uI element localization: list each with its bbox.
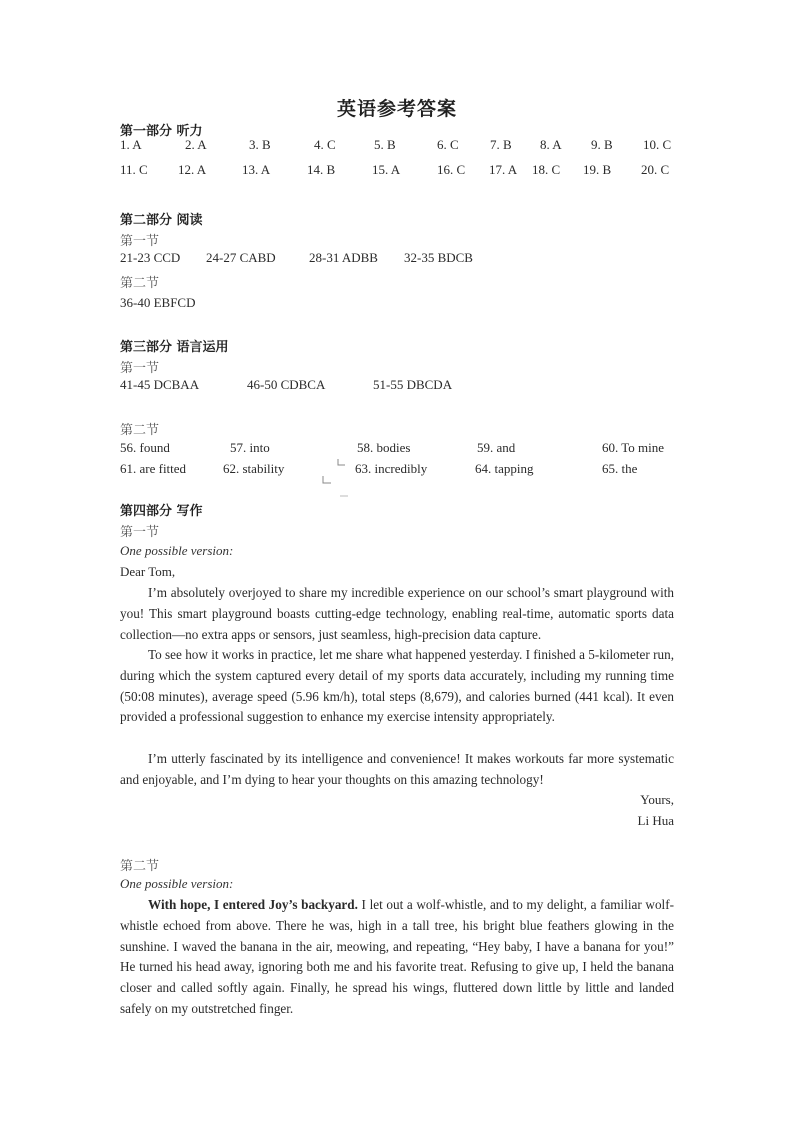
- part4-heading: 第四部分 写作: [120, 504, 203, 519]
- answer-item: 16. C: [437, 162, 466, 177]
- answer-item: 57. into: [230, 440, 270, 455]
- part3-section1-label: 第一节: [120, 361, 160, 376]
- letter-paragraph-3: I’m utterly fascinated by its intelligence and convenience! It makes workouts far more systematic and enjoyable, and I’m dying to hear your thoughts on this amazing technology!: [120, 751, 674, 787]
- answer-item: 5. B: [374, 137, 396, 152]
- answer-item: 7. B: [490, 137, 512, 152]
- answer-item: 12. A: [178, 162, 207, 177]
- answer-item: 8. A: [540, 137, 562, 152]
- answer-item: 65. the: [602, 461, 638, 476]
- answer-item: 15. A: [372, 162, 401, 177]
- part2-section2-label: 第二节: [120, 276, 160, 291]
- answer-group: 36-40 EBFCD: [120, 295, 196, 310]
- answer-item: 19. B: [583, 162, 612, 177]
- part2-section1-label: 第一节: [120, 234, 160, 249]
- answer-group: 32-35 BDCB: [404, 250, 473, 265]
- answer-item: 1. A: [120, 137, 142, 152]
- answer-item: 4. C: [314, 137, 336, 152]
- letter-paragraph-2: To see how it works in practice, let me share what happened yesterday. I finished a 5-kilometer run, during which the system captured every detail of my sports data accurately, including my running time (50:08 minutes), average speed (5.96 km/h), total steps (8,679), and calories burned (441 kcal). It even provided a professional suggestion to enhance my exercise intensity appropriately.: [120, 647, 674, 725]
- answer-item: 63. incredibly: [355, 461, 428, 476]
- letter-paragraph-1: I’m absolutely overjoyed to share my incredible experience on our school’s smart playground with you! This smart playground boasts cutting-edge technology, enabling real-time, automatic sports data collection—no extra apps or sensors, just seamless, high-precision data capture.: [120, 585, 674, 642]
- answer-group: 41-45 DCBAA: [120, 377, 200, 392]
- answer-item: 59. and: [477, 440, 516, 455]
- part4-section2-label: 第二节: [120, 859, 160, 874]
- answer-item: 3. B: [249, 137, 271, 152]
- answer-group: 21-23 CCD: [120, 250, 181, 265]
- part3-section2-label: 第二节: [120, 423, 160, 438]
- answer-group: 46-50 CDBCA: [247, 377, 326, 392]
- answer-item: 18. C: [532, 162, 561, 177]
- letter-greeting: Dear Tom,: [120, 564, 176, 579]
- answer-item: 10. C: [643, 137, 672, 152]
- answer-group: 28-31 ADBB: [309, 250, 378, 265]
- letter-signature: Li Hua: [637, 813, 674, 828]
- part1-heading: 第一部分 听力: [120, 124, 203, 139]
- answer-item: 9. B: [591, 137, 613, 152]
- answer-item: 20. C: [641, 162, 670, 177]
- answer-item: 17. A: [489, 162, 518, 177]
- version-label: One possible version:: [120, 543, 234, 558]
- answer-item: 64. tapping: [475, 461, 534, 476]
- version-label: One possible version:: [120, 876, 234, 891]
- letter-closing: Yours,: [640, 792, 674, 807]
- story-paragraph: With hope, I entered Joy’s backyard. I let out a wolf-whistle, and to my delight, a familiar wolf-whistle echoed from above. There he was, high in a tall tree, his bright blue feathers glowing in the sunshine. I waved the banana in the air, meowing, and repeating, “Hey baby, I have a banana for you!” He turned his head away, ignoring both me and his favorite treat. Refusing to give up, I held the banana closer and called softly again. Finally, he spread his wings, fluttered down little by little and landed safely on my outstretched finger.: [120, 897, 674, 1016]
- answer-item: 13. A: [242, 162, 271, 177]
- answer-item: 6. C: [437, 137, 459, 152]
- answer-group: 51-55 DBCDA: [373, 377, 453, 392]
- answer-item: 56. found: [120, 440, 170, 455]
- part2-heading: 第二部分 阅读: [120, 213, 203, 228]
- answer-item: 61. are fitted: [120, 461, 187, 476]
- answer-item: 58. bodies: [357, 440, 411, 455]
- part4-section1-label: 第一节: [120, 525, 160, 540]
- part3-heading: 第三部分 语言运用: [120, 340, 229, 355]
- answer-item: 14. B: [307, 162, 336, 177]
- answer-item: 11. C: [120, 162, 148, 177]
- story-lead-sentence: With hope, I entered Joy’s backyard.: [148, 897, 358, 912]
- answer-group: 24-27 CABD: [206, 250, 276, 265]
- answer-item: 62. stability: [223, 461, 285, 476]
- scan-artifact-marks: [318, 456, 358, 502]
- answer-item: 60. To mine: [602, 440, 665, 455]
- answer-item: 2. A: [185, 137, 207, 152]
- page-title: 英语参考答案: [336, 98, 457, 120]
